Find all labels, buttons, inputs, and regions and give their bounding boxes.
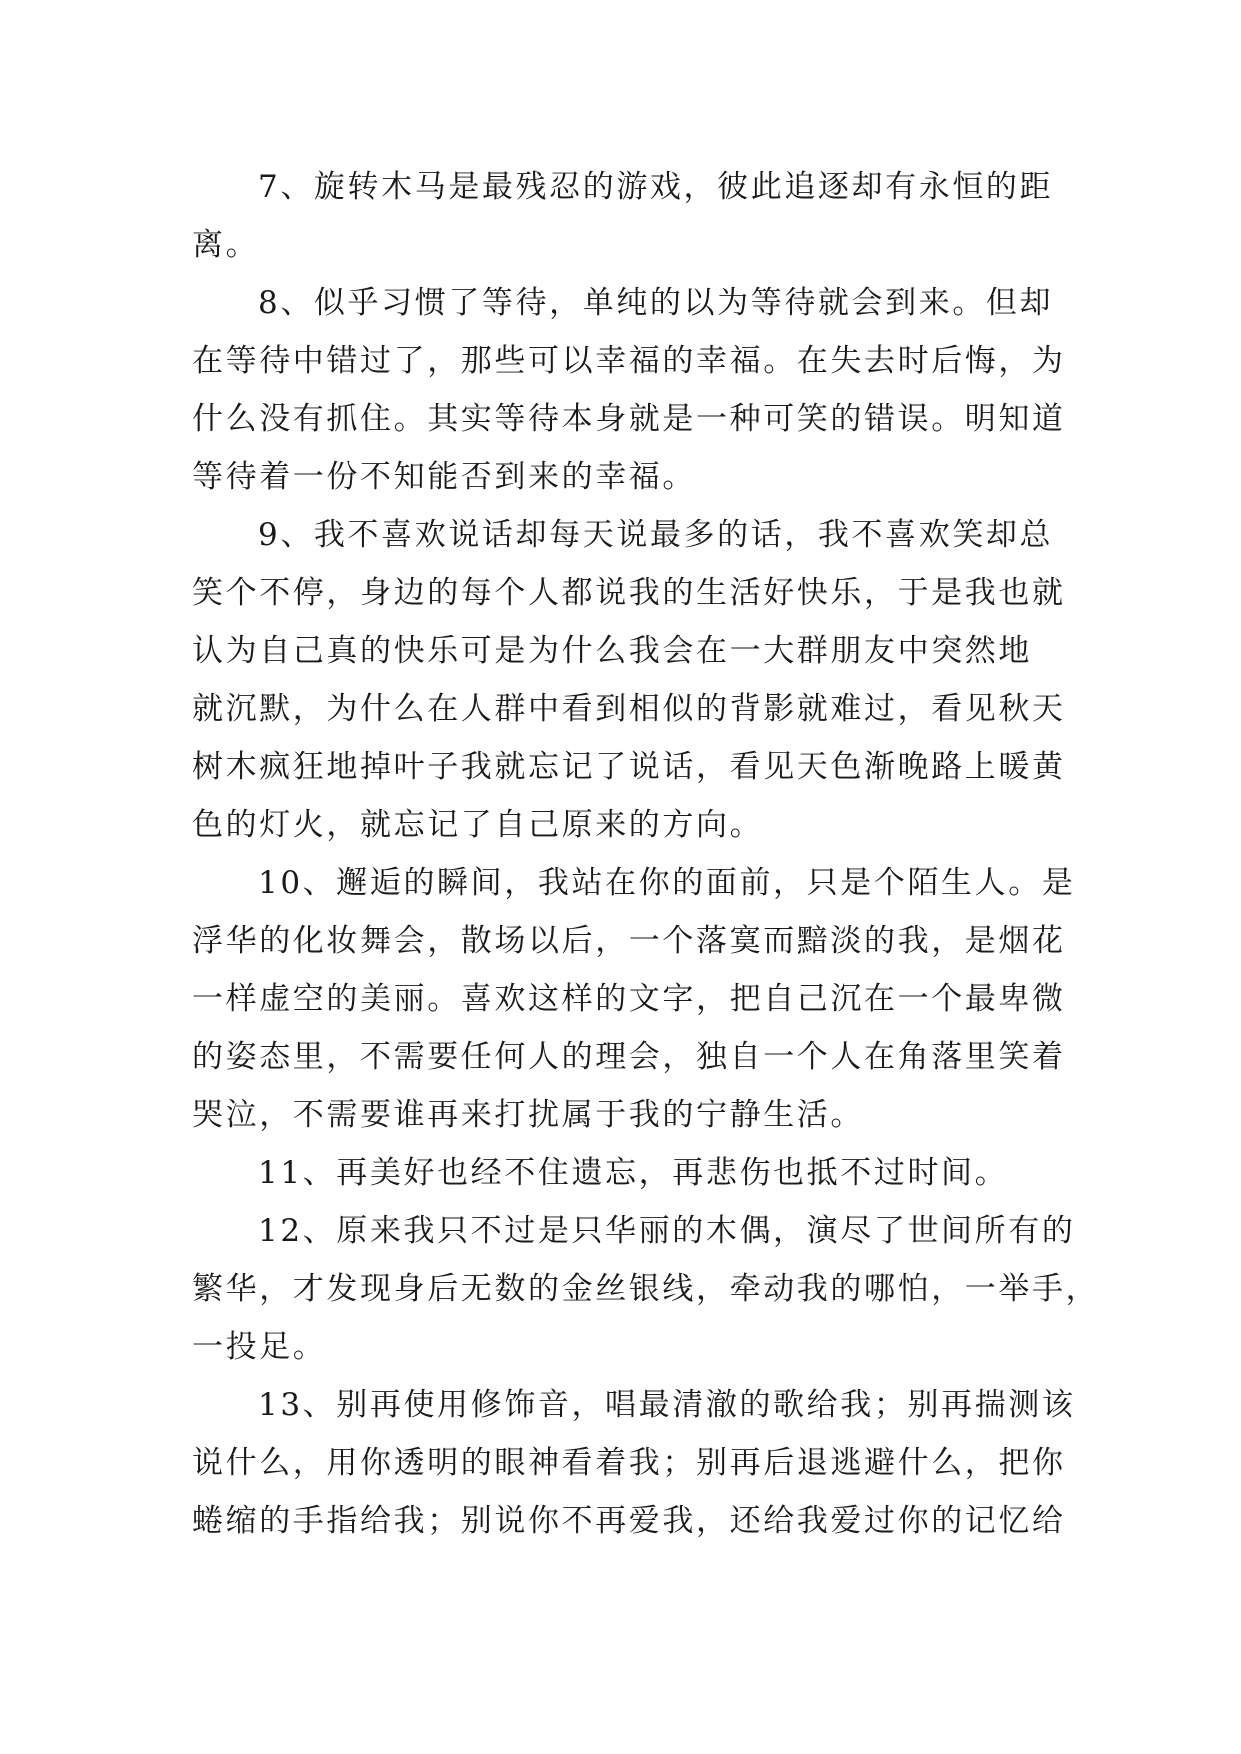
paragraph-line: 7、旋转木马是最残忍的游戏，彼此追逐却有永恒的距 [258,169,1054,205]
paragraph-line: 哭泣，不需要谁再来打扰属于我的宁静生活。 [192,1097,864,1133]
document-body [192,158,1100,1550]
paragraph-line: 说什么，用你透明的眼神看着我；别再后退逃避什么，把你 [192,1445,1066,1481]
paragraph-line: 什么没有抓住。其实等待本身就是一种可笑的错误。明知道 [192,401,1066,437]
paragraph-line: 蜷缩的手指给我；别说你不再爱我，还给我爱过你的记忆给 [192,1503,1066,1539]
paragraph-11 [192,1144,1048,1202]
paragraph-line: 树木疯狂地掉叶子我就忘记了说话，看见天色渐晚路上暖黄 [192,749,1066,785]
paragraph-10 [192,854,1076,1144]
paragraph-line: 等待着一份不知能否到来的幸福。 [192,459,696,495]
paragraph-line: 10、邂逅的瞬间，我站在你的面前，只是个陌生人。是 [258,865,1076,901]
paragraph-line: 笑个不停，身边的每个人都说我的生活好快乐，于是我也就 [192,575,1066,611]
paragraph-line: 的姿态里，不需要任何人的理会，独自一个人在角落里笑着 [192,1039,1066,1075]
paragraph-line: 9、我不喜欢说话却每天说最多的话，我不喜欢笑却总 [258,517,1054,553]
paragraph-line: 11、再美好也经不住遗忘，再悲伤也抵不过时间。 [258,1155,1009,1191]
paragraph-line: 色的灯火，就忘记了自己原来的方向。 [192,807,764,843]
paragraph-line: 在等待中错过了，那些可以幸福的幸福。在失去时后悔，为 [192,343,1066,379]
paragraph-line: 繁华，才发现身后无数的金丝银线，牵动我的哪怕，一举手， [192,1271,1100,1307]
paragraph-13 [192,1376,1076,1550]
paragraph-12 [192,1202,1100,1376]
paragraph-line: 就沉默，为什么在人群中看到相似的背影就难过，看见秋天 [192,691,1066,727]
paragraph-line: 浮华的化妆舞会，散场以后，一个落寞而黯淡的我，是烟花 [192,923,1066,959]
paragraph-line: 12、原来我只不过是只华丽的木偶，演尽了世间所有的 [258,1213,1076,1249]
paragraph-9 [192,506,1066,854]
paragraph-line: 一样虚空的美丽。喜欢这样的文字，把自己沉在一个最卑微 [192,981,1066,1017]
paragraph-line: 认为自己真的快乐可是为什么我会在一大群朋友中突然地 [192,633,1032,669]
paragraph-line: 13、别再使用修饰音，唱最清澈的歌给我；别再揣测该 [258,1387,1076,1423]
paragraph-line: 8、似乎习惯了等待，单纯的以为等待就会到来。但却 [258,285,1054,321]
paragraph-line: 一投足。 [192,1329,327,1365]
paragraph-line: 离。 [192,227,260,263]
paragraph-7 [192,158,1054,274]
paragraph-8 [192,274,1066,506]
